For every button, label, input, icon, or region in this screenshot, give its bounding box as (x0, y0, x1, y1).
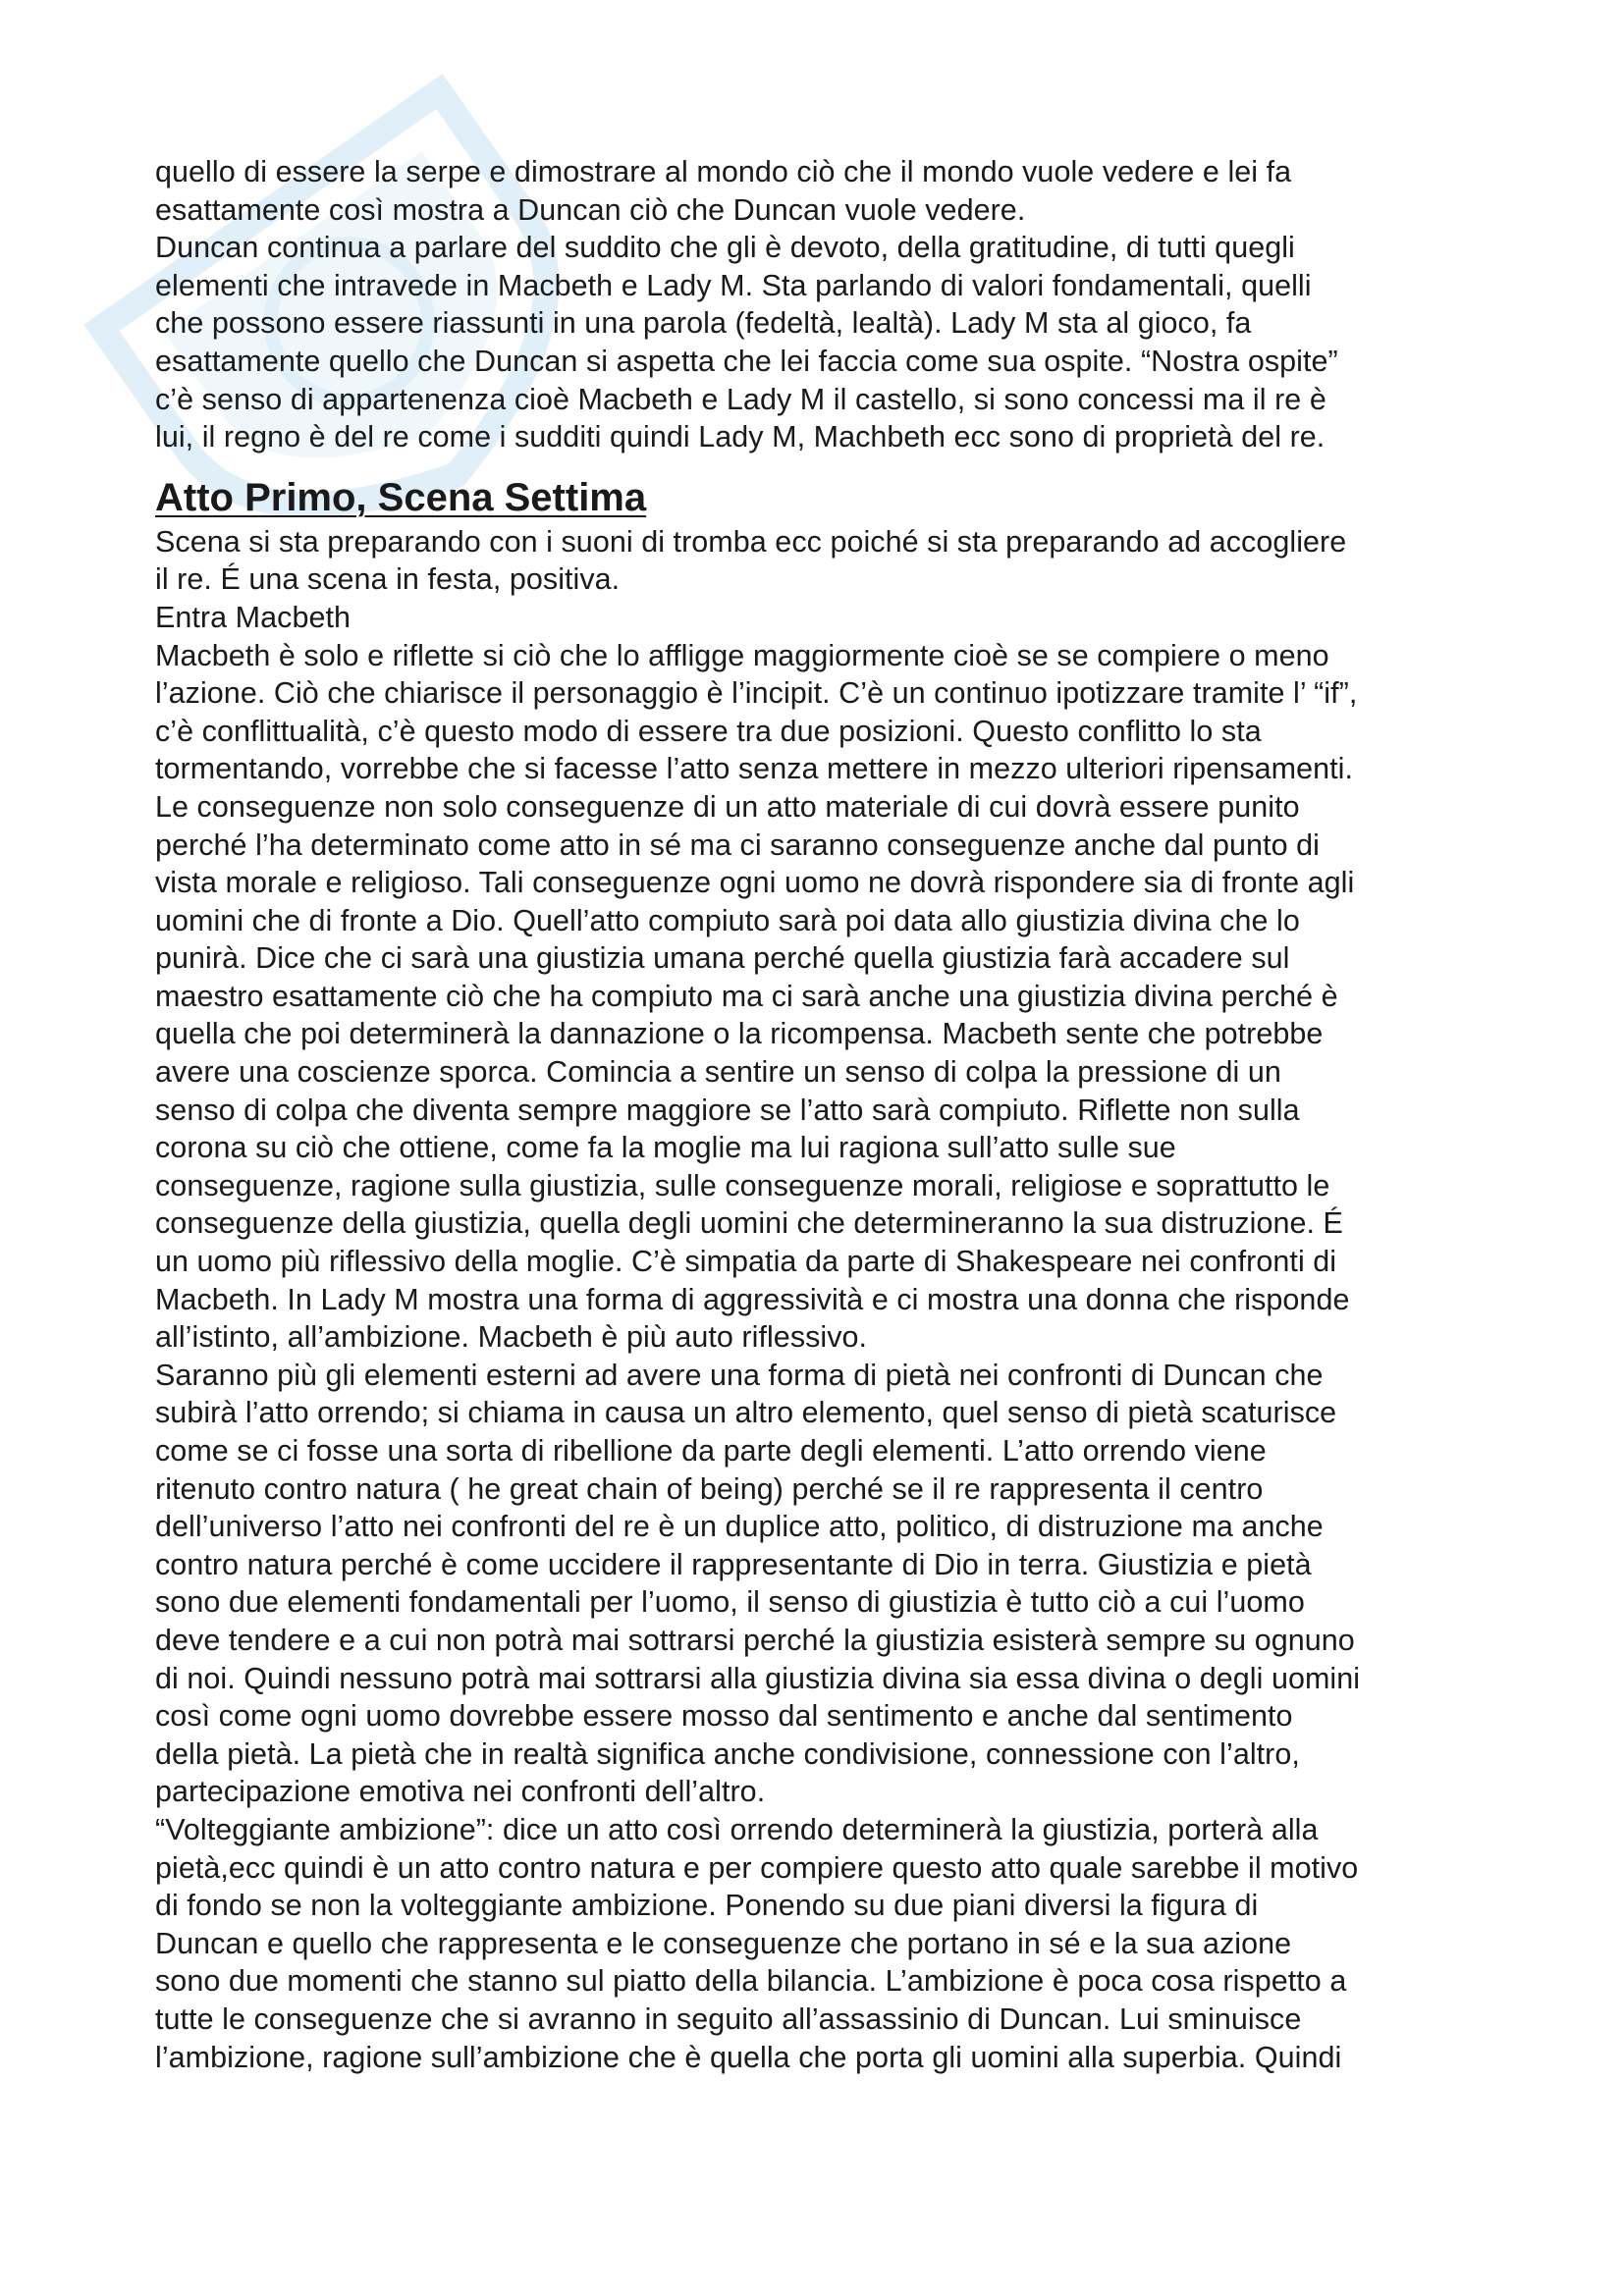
text-line: subirà l’atto orrendo; si chiama in causa un altro elemento, quel senso di pietà scaturisce (155, 1396, 1337, 1430)
text-line: corona su ciò che ottiene, come fa la moglie ma lui ragiona sull’atto sulle sue (155, 1131, 1176, 1165)
text-line: c’è conflittualità, c’è questo modo di essere tra due posizioni. Questo conflitto lo sta (155, 714, 1262, 748)
section-heading: Atto Primo, Scena Settima (155, 475, 647, 519)
text-line: esattamente quello che Duncan si aspetta che lei faccia come sua ospite. “Nostra ospite” (155, 344, 1338, 378)
text-line: di noi. Quindi nessuno potrà mai sottrarsi alla giustizia divina sia essa divina o degli uomini (155, 1661, 1361, 1695)
text-line: così come ogni uomo dovrebbe essere mosso dal sentimento e anche dal sentimento (155, 1699, 1293, 1734)
text-line: elementi che intravede in Macbeth e Lady M. Sta parlando di valori fondamentali, quelli (155, 268, 1312, 302)
text-line: il re. É una scena in festa, positiva. (155, 562, 621, 597)
text-line: quella che poi determinerà la dannazione o la ricompensa. Macbeth sente che potrebbe (155, 1017, 1324, 1051)
text-line: sono due momenti che stanno sul piatto della bilancia. L’ambizione è poca cosa rispetto a (155, 1964, 1347, 1999)
text-line: avere una coscienze sporca. Comincia a sentire un senso di colpa la pressione di un (155, 1055, 1281, 1090)
text-line: contro natura perché è come uccidere il rappresentante di Dio in terra. Giustizia e pietà (155, 1547, 1312, 1581)
text-line: ritenuto contro natura ( he great chain of being) perché se il re rappresenta il centro (155, 1471, 1264, 1506)
text-line: all’istinto, all’ambizione. Macbeth è più auto riflessivo. (155, 1320, 868, 1355)
text-line: Saranno più gli elementi esterni ad avere una forma di pietà nei confronti di Duncan che (155, 1358, 1324, 1392)
text-line: pietà,ecc quindi è un atto contro natura e per compiere questo atto quale sarebbe il motivo (155, 1850, 1359, 1885)
text-line: sono due elementi fondamentali per l’uomo, il senso di giustizia è tutto ciò a cui l’uomo (155, 1585, 1305, 1620)
text-line: quello di essere la serpe e dimostrare al mondo ciò che il mondo vuole vedere e lei fa (155, 155, 1292, 188)
text-line: esattamente così mostra a Duncan ciò che Duncan vuole vedere. (155, 192, 1026, 227)
text-line: conseguenze, ragione sulla giustizia, sulle conseguenze morali, religiose e soprattutto le (155, 1168, 1330, 1202)
text-line: c’è senso di appartenenza cioè Macbeth e Lady M il castello, si sono concessi ma il re è (155, 382, 1326, 416)
text-line: punirà. Dice che ci sarà una giustizia umana perché quella giustizia farà accadere sul (155, 941, 1290, 976)
document-page (155, 153, 1490, 2076)
text-line: conseguenze della giustizia, quella degli uomini che determineranno la sua distruzione. É (155, 1206, 1343, 1241)
text-line: Macbeth. In Lady M mostra una forma di aggressività e ci mostra una donna che risponde (155, 1282, 1350, 1316)
text-line: dell’universo l’atto nei confronti del re è un duplice atto, politico, di distruzione ma anche (155, 1510, 1324, 1544)
text-line: Duncan continua a parlare del suddito che gli è devoto, della gratitudine, di tutti quegli (155, 231, 1295, 265)
text-line: l’azione. Ciò che chiarisce il personaggio è l’incipit. C’è un continuo ipotizzare tramite l’ “if”, (155, 676, 1358, 711)
text-line: Macbeth è solo e riflette si ciò che lo affligge maggiormente cioè se se compiere o meno (155, 638, 1329, 672)
text-line: Entra Macbeth (155, 600, 352, 634)
text-line: Le conseguenze non solo conseguenze di un atto materiale di cui dovrà essere punito (155, 789, 1300, 824)
text-line: di fondo se non la volteggiante ambizione. Ponendo su due piani diversi la figura di (155, 1889, 1259, 1923)
text-line: lui, il regno è del re come i sudditi quindi Lady M, Machbeth ecc sono di proprietà del re. (155, 420, 1325, 454)
text-line: maestro esattamente ciò che ha compiuto ma ci sarà anche una giustizia divina perché è (155, 979, 1338, 1013)
text-line: senso di colpa che diventa sempre maggiore se l’atto sarà compiuto. Riflette non sulla (155, 1093, 1300, 1127)
text-line: Duncan e quello che rappresenta e le conseguenze che portano in sé e la sua azione (155, 1926, 1292, 1960)
text-line: l’ambizione, ragione sull’ambizione che è quella che porta gli uomini alla superbia. Quindi (155, 2040, 1342, 2074)
text-line: partecipazione emotiva nei confronti dell’altro. (155, 1775, 766, 1809)
text-line: perché l’ha determinato come atto in sé ma ci saranno conseguenze anche dal punto di (155, 828, 1320, 862)
text-line: tutte le conseguenze che si avranno in seguito all’assassinio di Duncan. Lui sminuisce (155, 2002, 1302, 2036)
text-line: uomini che di fronte a Dio. Quell’atto compiuto sarà poi data allo giustizia divina che lo (155, 903, 1300, 937)
text-line: tormentando, vorrebbe che si facesse l’atto senza mettere in mezzo ulteriori ripensamenti. (155, 752, 1354, 786)
text-line: come se ci fosse una sorta di ribellione da parte degli elementi. L’atto orrendo viene (155, 1434, 1267, 1468)
text-line: della pietà. La pietà che in realtà significa anche condivisione, connessione con l’altro, (155, 1736, 1300, 1771)
text-line: Scena si sta preparando con i suoni di tromba ecc poiché si sta preparando ad accogliere (155, 524, 1347, 559)
text-line: che possono essere riassunti in una parola (fedeltà, lealtà). Lady M sta al gioco, fa (155, 306, 1252, 341)
intro-paragraph (155, 153, 1490, 456)
text-line: un uomo più riflessivo della moglie. C’è simpatia da parte di Shakespeare nei confronti di (155, 1245, 1337, 1279)
text-line: vista morale e religioso. Tali conseguenze ogni uomo ne dovrà rispondere sia di fronte agli (155, 866, 1355, 900)
text-line: deve tendere e a cui non potrà mai sottrarsi perché la giustizia esisterà sempre su ognuno (155, 1623, 1355, 1657)
section-body (155, 523, 1490, 2076)
text-line: “Volteggiante ambizione”: dice un atto così orrendo determinerà la giustizia, porterà alla (155, 1812, 1319, 1846)
